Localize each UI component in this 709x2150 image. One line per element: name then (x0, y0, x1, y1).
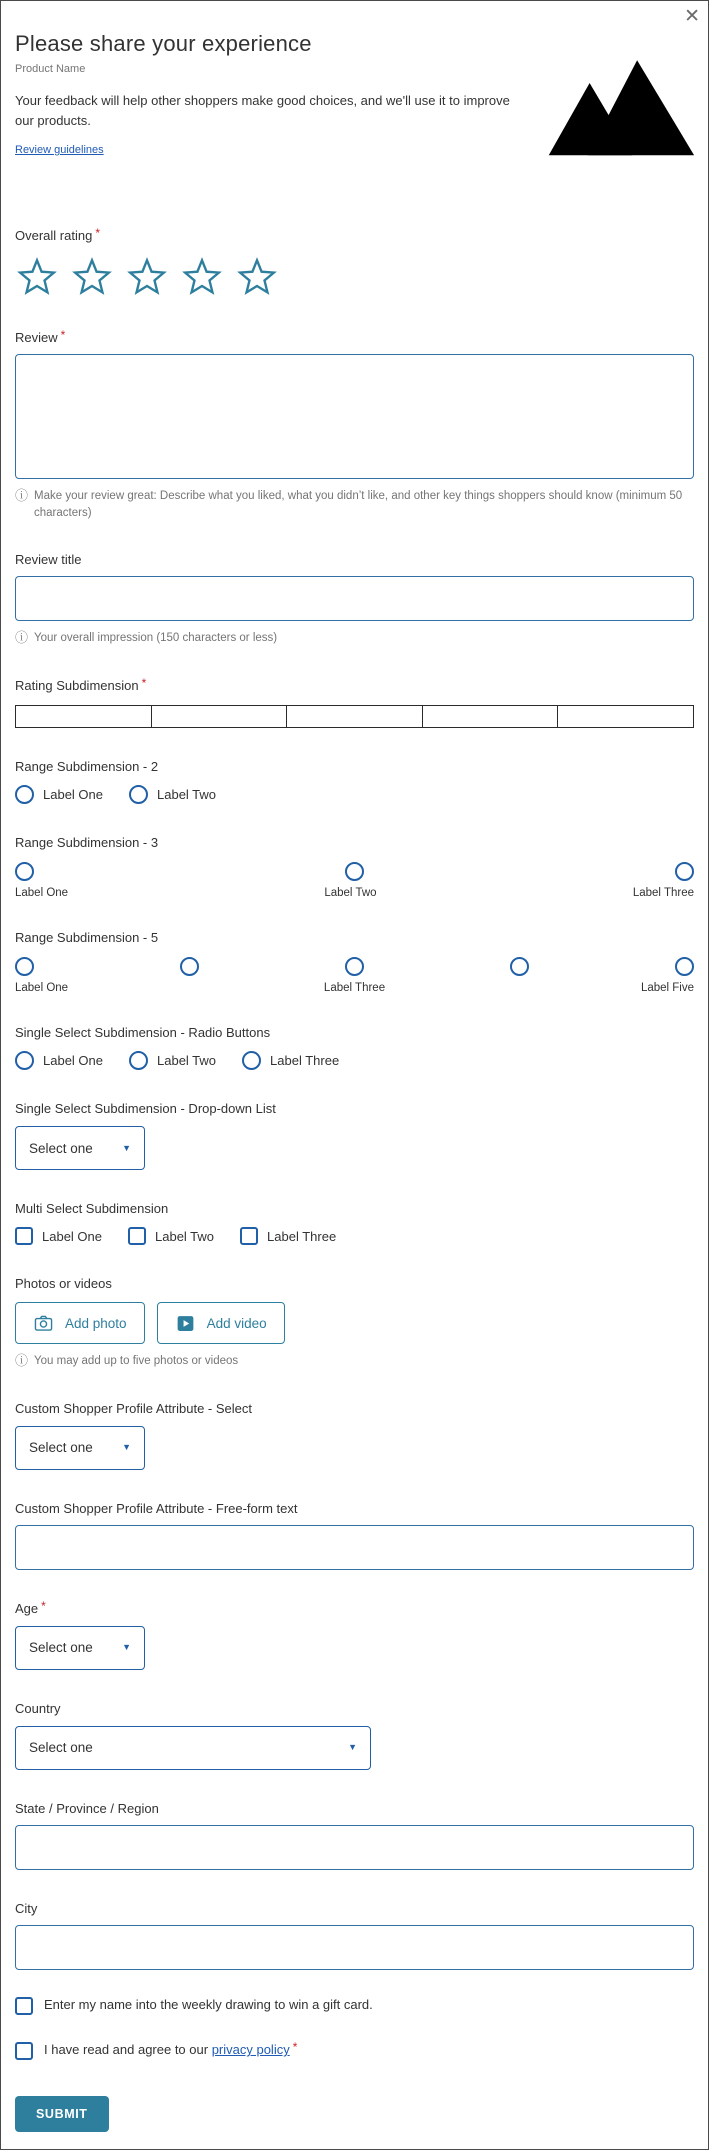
checkbox[interactable] (15, 1227, 33, 1245)
add-video-button[interactable]: Add video (157, 1302, 285, 1344)
sweepstakes-label: Enter my name into the weekly drawing to win a gift card. (44, 1997, 373, 2013)
range-5-scale-labels: Label One Label Three Label Five (15, 982, 694, 995)
info-icon: ⓘ (15, 630, 29, 646)
review-title-helper: ⓘ Your overall impression (150 characters or less) (15, 630, 278, 646)
video-icon (175, 1313, 196, 1334)
required-asterisk: * (141, 676, 147, 691)
submit-button[interactable]: SUBMIT (15, 2096, 109, 2132)
range-2-options (15, 785, 694, 804)
intro-text: Your feedback will help other shoppers make good choices, and we'll use it to improve our products. (15, 93, 510, 128)
review-title-label: Review title (15, 552, 82, 568)
page-title: Please share your experience (15, 31, 312, 56)
radio-button[interactable] (129, 785, 148, 804)
media-buttons (15, 1302, 694, 1344)
state-field (15, 1801, 694, 1870)
range-5-label: Range Subdimension - 5 (15, 930, 159, 946)
radio-button[interactable] (15, 862, 34, 881)
overall-rating-field (15, 228, 694, 299)
single-select-dropdown[interactable]: Select one ▼ (15, 1126, 145, 1170)
state-label: State / Province / Region (15, 1800, 159, 1816)
rating-segment[interactable] (16, 706, 152, 727)
checkbox-option[interactable]: Label Three (240, 1227, 336, 1245)
range-3-scale-labels: Label One Label Two Label Three (15, 887, 694, 900)
rating-segment[interactable] (287, 706, 423, 727)
review-field (15, 330, 694, 521)
single-select-dropdown-field (15, 1101, 694, 1170)
review-title-field (15, 552, 694, 647)
star-rating (15, 255, 694, 299)
radio-button[interactable] (675, 957, 694, 976)
radio-button[interactable] (345, 862, 364, 881)
rating-segment-bar (15, 705, 694, 728)
privacy-option[interactable] (15, 2042, 694, 2060)
star-icon[interactable] (180, 255, 224, 299)
checkbox[interactable] (15, 2042, 33, 2060)
star-icon[interactable] (125, 255, 169, 299)
radio-button[interactable] (242, 1051, 261, 1070)
radio-button[interactable] (510, 957, 529, 976)
custom-text-field (15, 1501, 694, 1570)
custom-select-field (15, 1401, 694, 1470)
required-asterisk: * (95, 226, 100, 240)
privacy-label: I have read and agree to our privacy policy * (44, 2040, 298, 2058)
radio-button[interactable] (15, 1051, 34, 1070)
multi-select-options (15, 1227, 694, 1245)
star-icon[interactable] (70, 255, 114, 299)
chevron-down-icon: ▼ (348, 1742, 357, 1753)
close-icon[interactable]: ✕ (684, 6, 700, 27)
state-input[interactable] (15, 1825, 694, 1870)
required-asterisk: * (292, 2040, 298, 2055)
star-icon[interactable] (15, 255, 59, 299)
photos-label: Photos or videos (15, 1276, 112, 1292)
chevron-down-icon: ▼ (122, 1442, 131, 1453)
city-label: City (15, 1900, 38, 1916)
single-select-radio-field (15, 1025, 694, 1070)
checkbox-option[interactable]: Label Two (128, 1227, 214, 1245)
custom-text-input[interactable] (15, 1525, 694, 1570)
sweepstakes-option[interactable] (15, 1997, 694, 2015)
city-input[interactable] (15, 1925, 694, 1970)
radio-button[interactable] (15, 957, 34, 976)
age-dropdown[interactable]: Select one ▼ (15, 1626, 145, 1670)
custom-text-label: Custom Shopper Profile Attribute - Free-form text (15, 1500, 298, 1516)
info-icon: ⓘ (15, 488, 29, 503)
custom-select-dropdown[interactable]: Select one ▼ (15, 1426, 145, 1470)
overall-rating-label: Overall rating * (15, 226, 100, 243)
required-asterisk: * (60, 328, 66, 342)
age-label: Age * (15, 1598, 46, 1616)
radio-option[interactable]: Label Two (129, 785, 216, 804)
chevron-down-icon: ▼ (122, 1142, 131, 1153)
product-name: Product Name (15, 63, 86, 75)
photos-field (15, 1276, 694, 1370)
rating-subdimension-label: Rating Subdimension * (15, 676, 147, 694)
required-asterisk: * (41, 1598, 46, 1613)
radio-option[interactable]: Label Two (129, 1051, 216, 1070)
checkbox[interactable] (128, 1227, 146, 1245)
add-photo-button[interactable]: Add photo (15, 1302, 145, 1344)
rating-segment[interactable] (423, 706, 559, 727)
review-helper: ⓘ Make your review great: Describe what you liked, what you didn’t like, and other key things shoppers should know (minimum 50 characters) (15, 488, 694, 521)
range-3-label: Range Subdimension - 3 (15, 835, 159, 851)
range-2-field (15, 759, 694, 804)
country-label: Country (15, 1700, 61, 1716)
mountain-logo (544, 47, 696, 157)
range-3-radios (15, 862, 694, 881)
rating-segment[interactable] (558, 706, 693, 727)
review-guidelines-link[interactable]: Review guidelines (15, 144, 104, 156)
info-icon: ⓘ (15, 1353, 29, 1369)
country-field (15, 1701, 694, 1770)
radio-button[interactable] (180, 957, 199, 976)
review-label: Review * (15, 328, 66, 345)
age-field (15, 1598, 694, 1670)
photos-helper: ⓘ You may add up to five photos or videos (15, 1353, 239, 1369)
city-field (15, 1901, 694, 1970)
privacy-policy-link[interactable]: privacy policy (211, 2042, 290, 2058)
radio-option[interactable]: Label One (15, 1051, 103, 1070)
chevron-down-icon: ▼ (122, 1642, 131, 1653)
checkbox[interactable] (240, 1227, 258, 1245)
radio-button[interactable] (129, 1051, 148, 1070)
multi-select-label: Multi Select Subdimension (15, 1201, 169, 1217)
review-form-modal (1, 1, 708, 2132)
camera-icon (33, 1313, 54, 1334)
rating-segment[interactable] (152, 706, 288, 727)
range-2-label: Range Subdimension - 2 (15, 759, 159, 775)
radio-option[interactable]: Label One (15, 785, 103, 804)
checkbox[interactable] (15, 1997, 33, 2015)
range-5-field (15, 930, 694, 994)
range-5-radios (15, 957, 694, 976)
star-icon[interactable] (235, 255, 279, 299)
single-select-dropdown-label: Single Select Subdimension - Drop-down List (15, 1101, 276, 1117)
review-textarea[interactable] (15, 354, 694, 479)
single-select-radio-options (15, 1051, 694, 1070)
single-select-radio-label: Single Select Subdimension - Radio Buttons (15, 1025, 271, 1041)
custom-select-label: Custom Shopper Profile Attribute - Select (15, 1400, 253, 1416)
radio-option[interactable]: Label Three (242, 1051, 339, 1070)
rating-subdimension-field (15, 678, 694, 728)
country-dropdown[interactable]: Select one ▼ (15, 1726, 371, 1770)
radio-button[interactable] (15, 785, 34, 804)
multi-select-field (15, 1201, 694, 1245)
range-3-field (15, 835, 694, 899)
checkbox-option[interactable]: Label One (15, 1227, 102, 1245)
radio-button[interactable] (345, 957, 364, 976)
radio-button[interactable] (675, 862, 694, 881)
review-title-input[interactable] (15, 576, 694, 621)
